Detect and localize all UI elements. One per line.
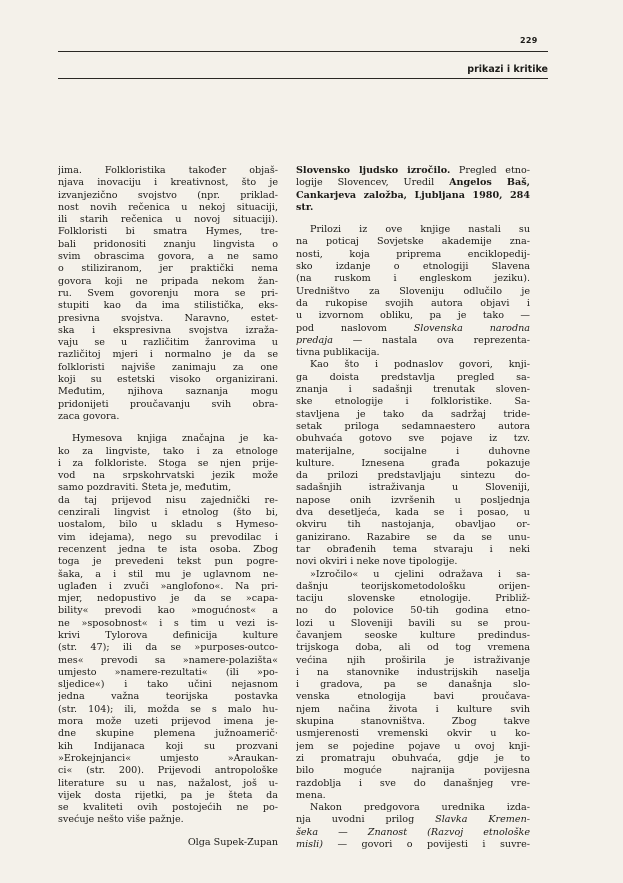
text-segment: — govori o povijesti i suvre- [322,839,530,851]
text-segment: novi okviri i neke nove tipologije. [296,556,458,568]
section-title: prikazi i kritike [467,64,548,75]
text-line [58,655,278,667]
text-line [58,716,278,728]
text-line [296,642,530,654]
text-line [296,704,530,716]
text-line [296,728,530,740]
text-line [58,778,278,790]
text-line [58,470,278,482]
text-line [296,335,530,347]
text-line [296,202,530,214]
text-segment: ska i ekspresivna svojstva izraža- [58,324,278,336]
text-line [58,202,278,214]
text-segment: Kao što i podnaslov govori, knji- [310,359,530,371]
text-line [296,236,530,248]
text-segment: misli) [296,839,323,851]
text-line [296,495,530,507]
text-line [58,741,278,753]
text-segment: zi promatraju obuhvaća, gdje je to [296,752,530,764]
text-segment: obuhvaća gotovo sve pojave iz tzv. [296,433,530,445]
text-line [296,716,530,728]
text-line [296,581,530,593]
text-segment: o stiliziranom, jer praktički nema [58,263,278,275]
text-segment: Slovenska narodna [413,322,530,334]
text-line [296,814,530,826]
text-segment: uglađen i zvuči »anglofono«. Na pri- [58,580,278,592]
text-line [58,556,278,568]
text-segment: krivi Tylorova definicija kulture [58,629,278,641]
text-line [58,593,278,605]
text-segment: jima. Folkloristika također objaš- [58,165,278,176]
text-segment: str. [296,201,314,213]
right-column [296,165,530,851]
text-line [296,679,530,691]
text-segment: razdoblja i sve do današnjeg vre- [296,777,530,789]
text-line [58,495,278,507]
text-segment: pridonijeti proučavanju svih obra- [58,398,278,410]
text-segment: i gradova, pa se današnja slo- [296,679,530,691]
text-line [296,544,530,556]
text-line [58,288,278,300]
text-line [58,790,278,802]
text-line [58,251,278,263]
text-line [296,409,530,421]
text-segment: recenzent jedna te ista osoba. Zbog [58,543,278,555]
text-line [58,802,278,814]
text-segment: dašnju teorijskometodološku orijen- [296,580,530,592]
text-segment: kulture. Iznesena građa pokazuje [296,457,530,469]
text-line [296,691,530,703]
text-segment: trijskoga doba, ali od tog vremena [296,642,530,654]
text-line [58,214,278,226]
text-segment: ganizirano. Razabire se da se unu- [296,531,530,543]
text-line [296,519,530,531]
text-segment: predaja [296,334,333,346]
text-line [58,386,278,398]
text-line [58,544,278,556]
text-segment: čavanjem seoske kulture predindus- [296,629,530,641]
text-segment: presivna svojstva. Naravno, estet- [58,312,278,324]
text-segment: skupina stanovništva. Zbog takve [296,716,530,728]
text-line [296,667,530,679]
text-line [296,446,530,458]
text-line [58,165,278,177]
text-segment: šeka — Znanost (Razvoj etnološke [296,826,530,838]
text-line [58,325,278,337]
text-segment: bility« prevodi kao »mogućnost« a [58,605,278,617]
text-line [58,458,278,470]
text-line [296,482,530,494]
text-line [296,753,530,765]
text-line [58,239,278,251]
text-segment: njem načina života i kulture svih [296,703,530,715]
text-segment: ru. Svem govorenju mora se pri- [58,287,278,299]
text-segment: vaju se u različitim žanrovima u [58,337,278,349]
text-line [58,482,278,494]
text-segment: i na stanovnike industrijskih naselja [296,666,530,678]
text-line [296,618,530,630]
text-line [296,261,530,273]
text-segment: svim obrascima govora, a ne samo [58,251,278,263]
text-segment: dva desetljeća, kada se i posao, u [296,507,530,519]
text-segment: Međutim, njihova saznanja mogu [58,386,278,398]
text-line [58,349,278,361]
text-line [58,399,278,411]
text-line [296,569,530,581]
text-line [58,519,278,531]
text-segment: lozi u Sloveniji bavili su se prou- [296,617,530,629]
text-line [58,618,278,630]
text-line [58,753,278,765]
text-line [296,827,530,839]
text-segment: ga doista predstavlja pregled sa- [296,371,530,383]
text-segment: toga je prevedeni tekst pun pogre- [58,556,278,568]
text-segment: bilo moguće najranija povijesna [296,765,530,777]
text-segment: materijalne, socijalne i duhovne [296,445,530,457]
text-segment: mes« prevodi sa »namere-polazišta« [58,654,278,666]
text-line [296,802,530,814]
text-line [296,165,530,177]
text-segment: jem se pojedine pojave u ovoj knji- [296,740,530,752]
text-segment: »Izročilo« u cjelini odražava i sa- [310,568,530,580]
text-segment: vod na srpskohrvatski jezik može [58,470,278,482]
text-segment: Angelos Baš, [449,177,530,189]
text-segment: Prilozi iz ove knjige nastali su [310,224,530,236]
text-line [296,190,530,202]
text-segment: taciju slovenske etnologije. Približ- [296,593,530,605]
text-line [296,593,530,605]
text-segment: bali pridonositi znanju lingvista o [58,238,278,250]
text-line [58,177,278,189]
text-line [296,458,530,470]
text-segment: mora može uzeti prijevod imena je- [58,716,278,728]
text-segment: nosti, koja priprema enciklopedij- [296,248,530,260]
text-segment: (str. 47); ili da se »purposes-outco- [58,642,278,654]
text-segment: na poticaj Sovjetske akademije zna- [296,236,530,248]
text-segment: mjer, nedopustivo je da se »capa- [58,593,278,605]
text-segment: sljedice«) i tako učini nejasnom [58,679,278,691]
text-segment: samo pozdraviti. Šteta je, međutim, [58,482,232,494]
text-segment: tivna publikacija. [296,347,380,359]
text-segment: mena. [296,789,326,801]
text-segment: ko za lingviste, tako i za etnologe [58,445,278,457]
text-segment: šaka, a i stil mu je uglavnom ne- [58,568,278,580]
text-segment: setak priloga sedamnaestero autora [296,420,530,432]
text-line [296,359,530,371]
text-line [296,384,530,396]
text-segment: ne »sposobnost« i s tim u vezi is- [58,617,278,629]
text-line [58,569,278,581]
text-segment: Uredništvo za Sloveniju odlučilo je [296,285,530,297]
text-line [58,263,278,275]
text-segment: svećuje nešto više pažnje. [58,814,184,826]
text-segment: — nastala ova reprezenta- [332,334,530,346]
text-segment: usmjerenosti vremenski okvir u ko- [296,728,530,740]
text-segment: nost novih rečenica u nekoj situaciji, [58,201,278,213]
text-line [296,655,530,667]
page-number: 229 [520,36,538,45]
text-segment: dne skupine plemena južnoamerič· [58,728,278,740]
text-line [58,630,278,642]
text-line [296,286,530,298]
text-segment: no do polovice 50-tih godina etno- [296,605,530,617]
text-line [296,741,530,753]
text-segment: Pregled etno- [450,165,530,176]
text-line [58,337,278,349]
text-line [296,396,530,408]
text-line [58,300,278,312]
text-line [58,605,278,617]
text-line [58,313,278,325]
text-line [58,704,278,716]
author-signature: Olga Supek-Zupan [187,836,278,848]
text-line [296,323,530,335]
text-line [58,411,278,423]
text-segment: sadašnjih istraživanja u Sloveniji, [296,482,530,494]
text-line [296,605,530,617]
text-segment: stavljena je tako da sadržaj tride- [296,408,530,420]
text-line [296,630,530,642]
text-segment: »Erokejnjanci« umjesto »Araukan- [58,752,278,764]
paragraph-gap [58,423,278,433]
text-line [296,421,530,433]
text-segment: većina njih proširila je istraživanje [296,654,530,666]
text-line [58,642,278,654]
text-segment: (na ruskom i engleskom jeziku). [296,273,530,285]
text-segment: različitoj mjeri i normalno je da se [58,349,278,361]
text-line [296,839,530,851]
text-segment: tar obrađenih tema stvaraju i neki [296,543,530,555]
text-line [296,532,530,544]
left-column [58,165,278,849]
text-line [58,667,278,679]
text-line [296,310,530,322]
text-line [58,374,278,386]
text-segment: znanja i sadašnji trenutak sloven- [296,384,530,396]
text-line [58,362,278,374]
text-segment: da prilozi predstavljaju sintezu do- [296,470,530,482]
text-segment: stupiti kao da ima stilistička, eks- [58,300,278,312]
header-rule-top [58,51,548,52]
text-segment: literature su u nas, nažalost, još u- [58,777,278,789]
text-segment: Folkloristi bi smatra Hymes, tre- [58,226,278,238]
text-segment: se kvaliteti ovih postojećih ne po- [58,802,278,814]
text-segment: ci« (str. 200). Prijevodi antropološke [58,765,278,777]
text-line [58,814,278,826]
text-segment: Hymesova knjiga značajna je ka- [72,433,278,445]
text-segment: da rukopise svojih autora objavi i [296,297,530,309]
text-line [58,679,278,691]
text-line [58,532,278,544]
text-segment: Slovensko ljudsko izročilo. [296,165,451,176]
text-segment: okviru tih nastojanja, obavljao or- [296,519,530,531]
text-segment: cenzirali lingvist i etnolog (što bi, [58,507,278,519]
text-line [296,372,530,384]
text-line [296,177,530,189]
text-line [296,790,530,802]
text-segment: zaca govora. [58,410,120,422]
text-segment: u izvornom obliku, pa je tako — [296,310,530,322]
text-segment: njava inovaciju i kreativnost, što je [58,177,278,189]
text-line [296,347,530,359]
paragraph-gap [296,214,530,224]
text-segment: vijek dosta rijetki, pa je šteta da [58,789,278,801]
text-line [58,728,278,740]
text-segment: sko izdanje o etnologiji Slavena [296,261,530,273]
text-line [296,556,530,568]
text-segment: folkloristi najviše zanimaju za one [58,361,278,373]
text-line [296,224,530,236]
text-line [58,691,278,703]
text-segment: (str. 104); ili, možda se s malo hu- [58,703,278,715]
text-line [296,249,530,261]
text-segment: umjesto »namere-rezultati« (ili »po- [58,666,278,678]
text-segment: napose onih izvršenih u posljednja [296,494,530,506]
text-line [58,190,278,202]
text-segment: da taj prijevod nisu zajednički re- [58,494,278,506]
header-rule-bottom [58,78,548,79]
text-line [296,765,530,777]
text-segment: jedna važna teorijska postavka [58,691,278,703]
text-segment: koji su estetski visoko organizirani. [58,374,278,386]
text-line [58,581,278,593]
text-line [296,273,530,285]
text-segment: govora koji ne pripada nekom žan- [58,275,278,287]
text-segment: logije Slovencev, Uredil [296,177,450,189]
text-segment: vim idejama), nego su prevodilac i [58,531,278,543]
text-line [58,446,278,458]
text-segment: ske etnologije i folkloristike. Sa- [296,396,530,408]
text-segment: nja uvodni prilog [296,814,436,826]
text-segment: pod naslovom [296,322,414,334]
text-line [296,433,530,445]
text-line [296,298,530,310]
text-line [296,778,530,790]
text-segment: uostalom, bilo u skladu s Hymeso- [58,519,278,531]
text-segment: Cankarjeva založba, Ljubljana 1980, 284 [296,189,530,201]
text-line [58,226,278,238]
text-line [296,507,530,519]
text-line [58,433,278,445]
text-segment: Slavka Kremen- [435,814,530,826]
text-line [296,470,530,482]
text-segment: Nakon predgovora urednika izda- [310,802,530,814]
text-line [58,765,278,777]
text-segment: kih Indijanaca koji su prozvani [58,740,278,752]
text-line [58,507,278,519]
text-segment: i za folkloriste. Stoga se njen prije- [58,457,278,469]
text-segment: venska etnologija bavi proučava- [296,691,530,703]
text-line [58,276,278,288]
text-segment: ili starih rečenica u novoj situaciji). [58,214,278,226]
text-segment: izvanjezično svojstvo (npr. priklad- [58,189,278,201]
